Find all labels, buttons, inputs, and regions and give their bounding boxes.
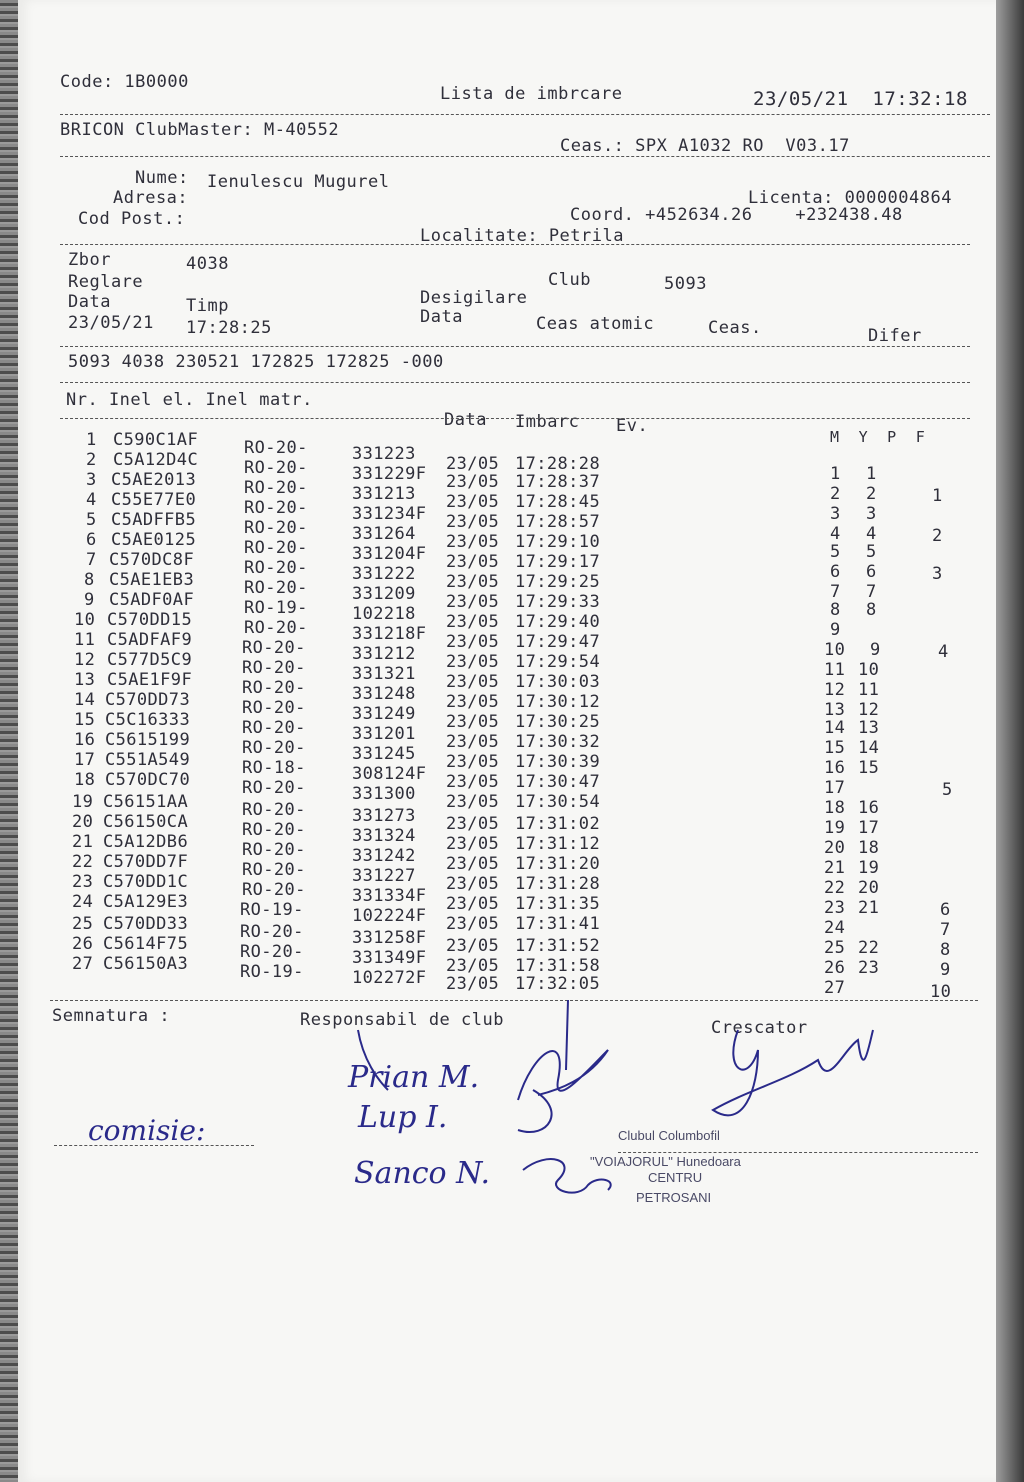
table-cell: 23/05	[446, 914, 500, 934]
print-datetime: 23/05/21 17:32:18	[753, 88, 968, 110]
table-cell: 23/05	[446, 936, 500, 956]
name-label: Nume:	[135, 168, 189, 188]
table-cell: 17:28:57	[515, 512, 601, 532]
date-label: Data	[68, 292, 111, 312]
table-cell: 10	[74, 610, 96, 630]
clock-label: Ceas.	[708, 318, 762, 338]
table-cell: 7	[866, 582, 877, 602]
table-cell: 331227	[352, 866, 416, 886]
table-cell: 23/05	[446, 692, 500, 712]
table-cell: RO-20-	[244, 538, 308, 558]
table-cell: RO-20-	[244, 518, 308, 538]
divider	[60, 244, 970, 245]
table-cell: 331249	[352, 704, 416, 724]
table-cell: 23/05	[446, 552, 500, 572]
table-cell: RO-20-	[244, 618, 308, 638]
table-cell: 331248	[352, 684, 416, 704]
club-responsible-label: Responsabil de club	[300, 1010, 504, 1030]
table-cell: 27	[72, 954, 94, 974]
table-cell: C5AE2013	[111, 470, 197, 490]
table-cell: 4	[938, 642, 949, 662]
table-cell: 3	[866, 504, 877, 524]
table-cell: 23/05	[446, 732, 500, 752]
table-cell: 17:28:28	[515, 454, 601, 474]
table-cell: 23/05	[446, 512, 500, 532]
table-cell: 20	[858, 878, 880, 898]
table-cell: 23/05	[446, 772, 500, 792]
table-cell: 308124F	[352, 764, 427, 784]
table-cell: 6	[830, 562, 841, 582]
desigilare-label: Desigilare	[420, 288, 528, 308]
table-cell: 23/05	[446, 974, 500, 994]
table-cell: 18	[74, 770, 96, 790]
table-cell: 331201	[352, 724, 416, 744]
table-cell: 5	[86, 510, 97, 530]
table-cell: 10	[858, 660, 880, 680]
table-cell: 22	[858, 938, 880, 958]
reglare-label: Reglare	[68, 272, 144, 292]
setting-time: 17:28:25	[186, 318, 272, 338]
table-cell: 1	[866, 464, 877, 484]
table-cell: 7	[86, 550, 97, 570]
table-cell: 3	[830, 504, 841, 524]
table-cell: 1	[932, 486, 943, 506]
divider	[60, 156, 990, 157]
table-cell: 17:30:03	[515, 672, 601, 692]
table-cell: 17	[74, 750, 96, 770]
table-cell: 23/05	[446, 956, 500, 976]
table-cell: 17:31:20	[515, 854, 601, 874]
table-cell: 23/05	[446, 854, 500, 874]
table-cell: 18	[858, 838, 880, 858]
table-cell: 4	[866, 524, 877, 544]
table-cell: 9	[84, 590, 95, 610]
table-cell: 331204F	[352, 544, 427, 564]
table-cell: C570DD15	[107, 610, 193, 630]
table-cell: 17:31:02	[515, 814, 601, 834]
table-cell: 22	[824, 878, 846, 898]
table-cell: 8	[830, 600, 841, 620]
table-cell: 331334F	[352, 886, 427, 906]
stamp-city: PETROSANI	[636, 1190, 712, 1205]
table-cell: C56150CA	[103, 812, 189, 832]
table-cell: 3	[86, 470, 97, 490]
table-cell: 15	[824, 738, 846, 758]
table-cell: C570DD33	[103, 914, 189, 934]
owner-name: Ienulescu Mugurel	[207, 172, 390, 192]
table-cell: 22	[72, 852, 94, 872]
table-cell: 331223	[352, 444, 416, 464]
table-cell: 9	[870, 640, 881, 660]
table-cell: 17:30:39	[515, 752, 601, 772]
table-cell: 23/05	[446, 472, 500, 492]
table-cell: C56151AA	[103, 792, 189, 812]
table-cell: 23	[824, 898, 846, 918]
table-cell: 17:28:45	[515, 492, 601, 512]
summary-line: 5093 4038 230521 172825 172825 -000	[68, 352, 444, 372]
table-cell: 14	[824, 718, 846, 738]
table-cell: 14	[858, 738, 880, 758]
table-cell: 16	[824, 758, 846, 778]
table-cell: 331324	[352, 826, 416, 846]
table-cell: 23	[858, 958, 880, 978]
table-cell: 19	[858, 858, 880, 878]
table-cell: C55E77E0	[111, 490, 197, 510]
system-name: BRICON ClubMaster: M-40552	[60, 120, 340, 140]
table-cell: RO-20-	[244, 578, 308, 598]
signature-lup: Lup I.	[358, 1100, 448, 1135]
table-cell: 18	[824, 798, 846, 818]
table-cell: 26	[72, 934, 94, 954]
table-cell: 23/05	[446, 492, 500, 512]
signature-prian: Prian M.	[348, 1060, 480, 1095]
table-cell: 17:31:12	[515, 834, 601, 854]
table-cell: 8	[84, 570, 95, 590]
table-cell: 102218	[352, 604, 416, 624]
address-label: Adresa:	[113, 188, 189, 208]
table-cell: C5614F75	[103, 934, 189, 954]
stamp-centre: CENTRU	[648, 1170, 703, 1185]
table-cell: 23/05	[446, 572, 500, 592]
table-cell: 1	[830, 464, 841, 484]
table-cell: 2	[932, 526, 943, 546]
setting-date: 23/05/21	[68, 313, 154, 333]
table-cell: 3	[932, 564, 943, 584]
table-cell: 23/05	[446, 652, 500, 672]
table-cell: 331321	[352, 664, 416, 684]
table-cell: C570DD7F	[103, 852, 189, 872]
table-cell: RO-20-	[244, 438, 308, 458]
table-cell: 5	[830, 542, 841, 562]
table-cell: 23/05	[446, 712, 500, 732]
table-cell: 331209	[352, 584, 416, 604]
col-header-rings: Nr. Inel el. Inel matr.	[66, 390, 313, 410]
postcode-label: Cod Post.:	[78, 209, 186, 229]
table-cell: 4	[86, 490, 97, 510]
table-cell: 24	[72, 892, 94, 912]
table-cell: 12	[74, 650, 96, 670]
table-cell: 17:29:47	[515, 632, 601, 652]
table-cell: 23/05	[446, 454, 500, 474]
table-cell: RO-20-	[244, 498, 308, 518]
table-cell: 8	[866, 600, 877, 620]
table-cell: 331258F	[352, 928, 427, 948]
unseal-date-label: Data	[420, 307, 463, 327]
table-cell: RO-20-	[242, 800, 306, 820]
table-cell: C5ADFAF9	[107, 630, 193, 650]
table-cell: 23/05	[446, 672, 500, 692]
table-cell: 25	[824, 938, 846, 958]
table-cell: 17:31:58	[515, 956, 601, 976]
code-label: Code: 1B0000	[60, 72, 189, 92]
table-cell: 331222	[352, 564, 416, 584]
atomic-clock-label: Ceas atomic	[536, 314, 655, 334]
table-cell: 13	[858, 718, 880, 738]
table-cell: 23/05	[446, 814, 500, 834]
table-cell: 17:29:10	[515, 532, 601, 552]
table-cell: RO-20-	[242, 638, 306, 658]
table-cell: RO-20-	[244, 458, 308, 478]
table-cell: 331213	[352, 484, 416, 504]
table-cell: 21	[858, 898, 880, 918]
table-cell: 102224F	[352, 906, 427, 926]
table-cell: 331242	[352, 846, 416, 866]
table-cell: 13	[824, 700, 846, 720]
stamp-club-name: Clubul Columbofil	[618, 1128, 720, 1143]
table-cell: 25	[72, 914, 94, 934]
time-label: Timp	[186, 296, 229, 316]
table-cell: 17:31:52	[515, 936, 601, 956]
table-cell: 5	[866, 542, 877, 562]
table-cell: 8	[940, 940, 951, 960]
signature-sanco: Sanco N.	[354, 1156, 491, 1191]
document-page	[18, 0, 996, 1482]
table-cell: RO-20-	[242, 860, 306, 880]
table-cell: 17:30:47	[515, 772, 601, 792]
table-cell: 10	[824, 640, 846, 660]
table-cell: 331264	[352, 524, 416, 544]
table-cell: C5ADFFB5	[111, 510, 197, 530]
table-cell: 17:30:25	[515, 712, 601, 732]
col-header-myf: M Y P F	[830, 428, 926, 446]
table-cell: 23/05	[446, 532, 500, 552]
table-cell: 7	[940, 920, 951, 940]
locality: Localitate: Petrila	[420, 226, 624, 246]
table-cell: 2	[86, 450, 97, 470]
table-cell: RO-20-	[244, 558, 308, 578]
table-cell: RO-18-	[242, 758, 306, 778]
flight-label: Zbor	[68, 250, 111, 270]
col-header-imbarc: Imbarc	[515, 412, 580, 432]
table-cell: 26	[824, 958, 846, 978]
table-cell: 17:30:32	[515, 732, 601, 752]
table-cell: 23/05	[446, 874, 500, 894]
table-cell: 17	[824, 778, 846, 798]
table-cell: 9	[940, 960, 951, 980]
table-cell: 14	[74, 690, 96, 710]
club-number: 5093	[664, 274, 707, 294]
divider	[60, 382, 970, 383]
table-cell: 17:28:37	[515, 472, 601, 492]
table-cell: RO-20-	[242, 840, 306, 860]
table-cell: 23/05	[446, 792, 500, 812]
table-cell: 11	[824, 660, 846, 680]
table-cell: 331273	[352, 806, 416, 826]
table-cell: C5AE1F9F	[107, 670, 193, 690]
club-label: Club	[548, 270, 591, 290]
table-cell: 11	[858, 680, 880, 700]
signature-stroke-responsible	[518, 1050, 608, 1100]
table-cell: 102272F	[352, 968, 427, 988]
table-cell: RO-20-	[242, 678, 306, 698]
table-cell: C5A12DB6	[103, 832, 189, 852]
table-cell: RO-20-	[242, 880, 306, 900]
table-cell: RO-20-	[240, 922, 304, 942]
table-cell: 17:32:05	[515, 974, 601, 994]
table-cell: 331245	[352, 744, 416, 764]
table-cell: 17	[858, 818, 880, 838]
table-cell: 17:31:35	[515, 894, 601, 914]
table-cell: RO-20-	[242, 778, 306, 798]
table-cell: 19	[824, 818, 846, 838]
table-cell: 20	[72, 812, 94, 832]
print-area	[18, 0, 996, 1482]
table-cell: C5C16333	[105, 710, 191, 730]
table-cell: 17:31:28	[515, 874, 601, 894]
table-cell: C5ADF0AF	[109, 590, 195, 610]
table-cell: 331300	[352, 784, 416, 804]
table-cell: 1	[86, 430, 97, 450]
table-cell: 21	[72, 832, 94, 852]
table-cell: 4	[830, 524, 841, 544]
table-cell: 23/05	[446, 752, 500, 772]
table-cell: C5A12D4C	[113, 450, 199, 470]
table-cell: 10	[930, 982, 952, 1002]
signature-stroke-breeder	[713, 1030, 873, 1115]
col-header-ev: Ev.	[616, 416, 649, 436]
license-number: Licenta: 0000004864	[748, 188, 952, 208]
table-cell: 17:29:25	[515, 572, 601, 592]
table-cell: 17:30:54	[515, 792, 601, 812]
table-cell: 331229F	[352, 464, 427, 484]
table-cell: 6	[866, 562, 877, 582]
table-cell: C5AE1EB3	[109, 570, 195, 590]
table-row	[18, 954, 996, 994]
table-cell: 24	[824, 918, 846, 938]
table-cell: C570DD1C	[103, 872, 189, 892]
stamp-club-location: "VOIAJORUL" Hunedoara	[590, 1154, 741, 1169]
divider	[60, 418, 970, 419]
table-cell: 23/05	[446, 894, 500, 914]
table-cell: RO-20-	[242, 718, 306, 738]
table-cell: 15	[858, 758, 880, 778]
table-cell: 13	[74, 670, 96, 690]
table-cell: 27	[824, 978, 846, 998]
table-cell: 17:30:12	[515, 692, 601, 712]
difference-label: Difer	[868, 326, 922, 346]
table-cell: 2	[830, 484, 841, 504]
table-cell: 12	[858, 700, 880, 720]
table-cell: 15	[74, 710, 96, 730]
col-header-date: Data	[444, 410, 487, 430]
table-cell: 19	[72, 792, 94, 812]
table-cell: 12	[824, 680, 846, 700]
table-cell: 21	[824, 858, 846, 878]
table-cell: 7	[830, 582, 841, 602]
table-cell: C590C1AF	[113, 430, 199, 450]
handwritten-signatures	[318, 990, 918, 1220]
table-cell: 331212	[352, 644, 416, 664]
table-cell: RO-19-	[240, 962, 304, 982]
divider	[60, 114, 990, 115]
table-cell: C5615199	[105, 730, 191, 750]
table-cell: 11	[74, 630, 96, 650]
table-cell: RO-20-	[244, 478, 308, 498]
table-cell: C570DD73	[105, 690, 191, 710]
table-cell: 5	[942, 780, 953, 800]
table-cell: 23	[72, 872, 94, 892]
table-cell: 17:29:40	[515, 612, 601, 632]
table-cell: 331349F	[352, 948, 427, 968]
table-cell: RO-20-	[242, 658, 306, 678]
table-cell: C5A129E3	[103, 892, 189, 912]
table-cell: 20	[824, 838, 846, 858]
table-cell: 6	[940, 900, 951, 920]
signature-label: Semnatura :	[52, 1006, 171, 1026]
table-cell: 23/05	[446, 592, 500, 612]
table-cell: 17:29:17	[515, 552, 601, 572]
table-cell: 17:29:33	[515, 592, 601, 612]
table-cell: C551A549	[105, 750, 191, 770]
table-cell: 23/05	[446, 632, 500, 652]
table-cell: RO-20-	[240, 942, 304, 962]
divider	[60, 346, 970, 347]
table-cell: 6	[86, 530, 97, 550]
document-title: Lista de imbrcare	[440, 84, 623, 104]
table-cell: RO-19-	[244, 598, 308, 618]
commission-label: comisie:	[88, 1114, 206, 1147]
table-cell: 23/05	[446, 834, 500, 854]
table-cell: 17:29:54	[515, 652, 601, 672]
coordinates: Coord. +452634.26 +232438.48	[570, 205, 903, 225]
table-cell: 16	[74, 730, 96, 750]
table-cell: 16	[858, 798, 880, 818]
table-cell: RO-20-	[242, 698, 306, 718]
table-cell: RO-20-	[242, 738, 306, 758]
table-cell: C5AE0125	[111, 530, 197, 550]
table-cell: C56150A3	[103, 954, 189, 974]
table-cell: 17:31:41	[515, 914, 601, 934]
clock-info: Ceas.: SPX A1032 RO V03.17	[560, 136, 850, 156]
table-cell: 2	[866, 484, 877, 504]
table-cell: RO-20-	[242, 820, 306, 840]
table-cell: C570DC70	[105, 770, 191, 790]
table-cell: RO-19-	[240, 900, 304, 920]
table-cell: 23/05	[446, 612, 500, 632]
breeder-label: Crescator	[711, 1018, 808, 1038]
table-cell: 331234F	[352, 504, 427, 524]
table-cell: 331218F	[352, 624, 427, 644]
signature-stroke-responsible	[358, 1030, 388, 1090]
flight-number: 4038	[186, 254, 229, 274]
divider	[54, 1145, 254, 1146]
table-cell: C577D5C9	[107, 650, 193, 670]
table-cell: 9	[830, 620, 841, 640]
table-cell: C570DC8F	[109, 550, 195, 570]
